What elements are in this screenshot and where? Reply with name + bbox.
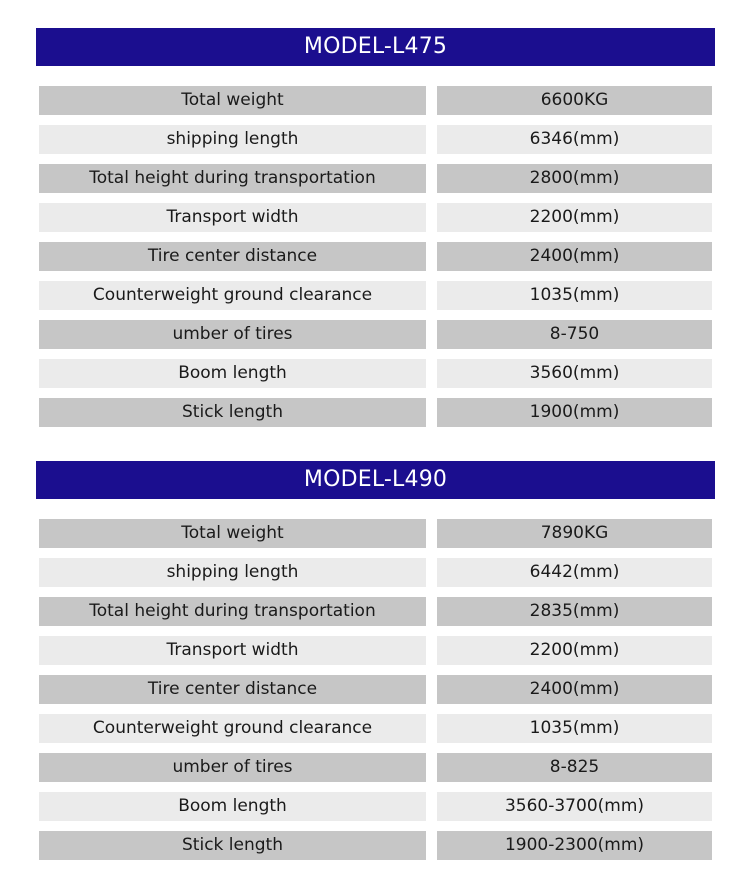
spec-row-transport-width [36, 636, 715, 665]
spec-value: 3560-3700(mm) [437, 792, 712, 821]
spec-row-total-weight [36, 86, 715, 115]
spec-label: Tire center distance [39, 675, 426, 704]
spec-label: Transport width [39, 203, 426, 232]
spec-rows [36, 86, 715, 427]
spec-label: Total weight [39, 519, 426, 548]
spec-row-total-height [36, 164, 715, 193]
model-title: MODEL-L475 [36, 28, 715, 66]
spec-row-counterweight-clearance [36, 281, 715, 310]
spec-value: 1035(mm) [437, 281, 712, 310]
spec-value: 1035(mm) [437, 714, 712, 743]
spec-row-number-of-tires [36, 320, 715, 349]
spec-row-stick-length [36, 398, 715, 427]
spec-row-boom-length [36, 792, 715, 821]
spec-row-boom-length [36, 359, 715, 388]
spec-value: 7890KG [437, 519, 712, 548]
spec-value: 2200(mm) [437, 203, 712, 232]
spec-rows [36, 519, 715, 860]
spec-label: Counterweight ground clearance [39, 714, 426, 743]
spec-label: Total height during transportation [39, 597, 426, 626]
spec-row-counterweight-clearance [36, 714, 715, 743]
model-l475-spec-table [36, 28, 715, 427]
spec-label: Stick length [39, 831, 426, 860]
spec-row-tire-center-distance [36, 242, 715, 271]
spec-value: 1900-2300(mm) [437, 831, 712, 860]
spec-value: 2800(mm) [437, 164, 712, 193]
spec-row-stick-length [36, 831, 715, 860]
spec-label: Boom length [39, 792, 426, 821]
spec-label: shipping length [39, 125, 426, 154]
spec-label: umber of tires [39, 320, 426, 349]
spec-label: shipping length [39, 558, 426, 587]
spec-row-total-weight [36, 519, 715, 548]
spec-value: 2835(mm) [437, 597, 712, 626]
model-l490-spec-table [36, 461, 715, 860]
spec-value: 3560(mm) [437, 359, 712, 388]
spec-value: 8-825 [437, 753, 712, 782]
spec-row-transport-width [36, 203, 715, 232]
spec-label: Transport width [39, 636, 426, 665]
spec-row-total-height [36, 597, 715, 626]
spec-value: 2400(mm) [437, 242, 712, 271]
spec-row-shipping-length [36, 125, 715, 154]
spec-value: 6600KG [437, 86, 712, 115]
spec-value: 6442(mm) [437, 558, 712, 587]
spec-label: Stick length [39, 398, 426, 427]
spec-label: Tire center distance [39, 242, 426, 271]
spec-value: 6346(mm) [437, 125, 712, 154]
spec-row-tire-center-distance [36, 675, 715, 704]
spec-value: 8-750 [437, 320, 712, 349]
spec-label: umber of tires [39, 753, 426, 782]
spec-value: 2200(mm) [437, 636, 712, 665]
model-title: MODEL-L490 [36, 461, 715, 499]
spec-value: 2400(mm) [437, 675, 712, 704]
spec-label: Total weight [39, 86, 426, 115]
spec-row-number-of-tires [36, 753, 715, 782]
spec-label: Counterweight ground clearance [39, 281, 426, 310]
spec-label: Boom length [39, 359, 426, 388]
spec-label: Total height during transportation [39, 164, 426, 193]
spec-value: 1900(mm) [437, 398, 712, 427]
spec-row-shipping-length [36, 558, 715, 587]
